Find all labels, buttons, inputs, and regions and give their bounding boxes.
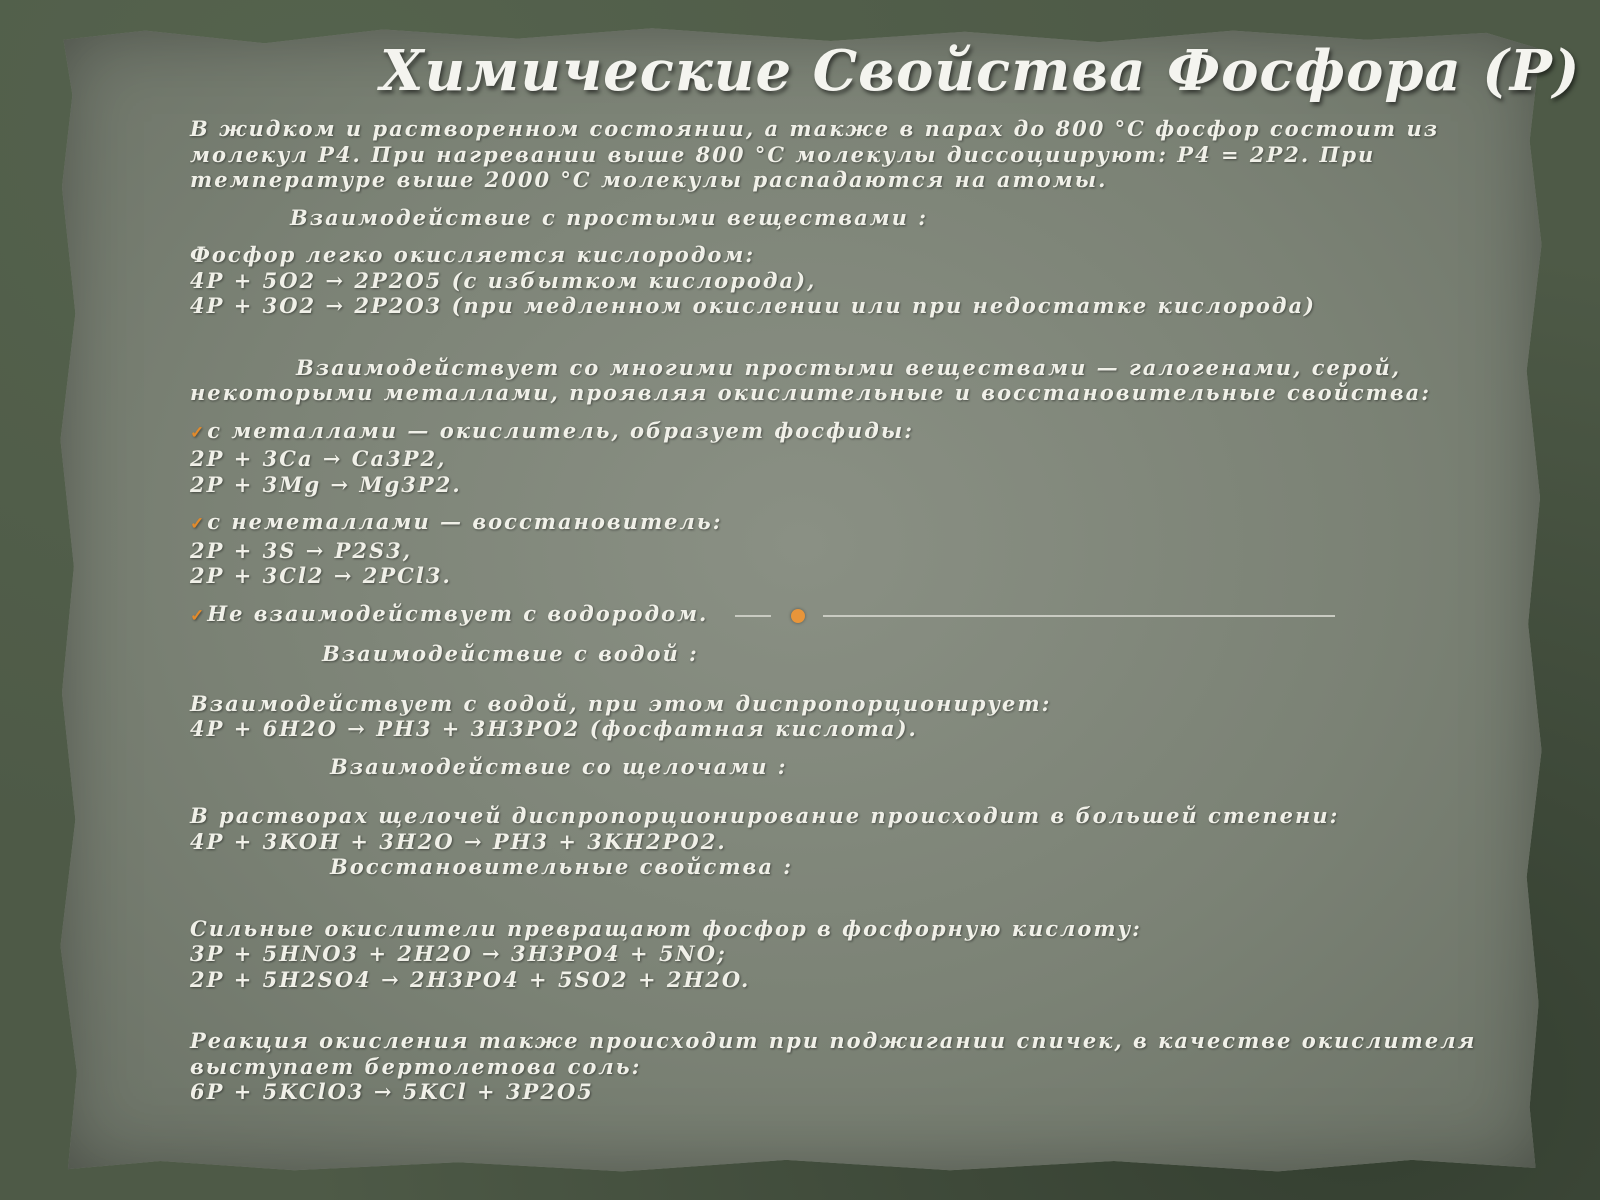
reducing-paragraph — [190, 916, 1530, 993]
oxygen-paragraph — [190, 242, 1530, 319]
many-line: Взаимодействует со многими простыми веществами — галогенами, серой, — [296, 354, 1402, 380]
hydrogen-text: Не взаимодействует с водородом. — [207, 600, 709, 626]
section-heading-alkali: Взаимодействие со щелочами : — [330, 753, 788, 779]
matches-line: Реакция окисления также происходит при поджигании спичек, в качестве окислителя — [190, 1028, 1477, 1053]
metals-line: 2P + 3Mg → Mg3P2. — [190, 471, 462, 497]
intro-line: В жидком и растворенном состоянии, а также в парах до 800 °C фосфор состоит из — [190, 116, 1440, 141]
hydrogen-line — [190, 601, 1530, 630]
reducing-line: Сильные окислители превращают фосфор в фосфорную кислоту: — [190, 915, 1142, 941]
reducing-line: 2P + 5H2SO4 → 2H3PO4 + 5SO2 + 2H2O. — [190, 966, 751, 992]
nonmetals-line — [190, 509, 1530, 538]
section-heading-simple: Взаимодействие с простыми веществами : — [290, 204, 928, 230]
nonmetals-heading: с неметаллами — восстановитель: — [207, 509, 723, 534]
slide-content — [190, 116, 1530, 1117]
oxygen-line: 4P + 5O2 → 2P2O5 (с избытком кислорода), — [190, 267, 817, 293]
oxygen-line: Фосфор легко окисляется кислородом: — [190, 242, 756, 267]
intro-line: молекул P4. При нагревании выше 800 °C молекулы диссоциируют: P4 = 2P2. При — [190, 141, 1376, 167]
section-heading-reducing: Восстановительные свойства : — [330, 854, 794, 879]
checkmark-icon: ✓ — [190, 605, 207, 626]
intro-line: температуре выше 2000 °C молекулы распадаются на атомы. — [190, 167, 1108, 192]
spacer — [190, 331, 1530, 355]
slide-title: Химические Свойства Фосфора (Р) — [380, 38, 1581, 104]
matches-line: выступает бертолетова соль: — [190, 1053, 642, 1079]
nonmetals-line: 2P + 3S → P2S3, — [190, 537, 413, 563]
metals-paragraph — [190, 418, 1530, 498]
many-substances-paragraph — [190, 355, 1530, 406]
checkmark-icon: ✓ — [190, 422, 207, 443]
alkali-line: 4Р + 3KOH + 3H2O → PH3 + 3KH2PO2. — [190, 828, 727, 854]
spacer — [190, 1004, 1530, 1028]
matches-line: 6P + 5KClO3 → 5KCl + 3P2O5 — [190, 1079, 594, 1104]
nonmetals-paragraph — [190, 509, 1530, 589]
water-line: 4Р + 6H2O → PH3 + 3H3PO2 (фосфатная кислота). — [190, 716, 918, 741]
spacer — [190, 667, 1530, 691]
alkali-paragraph — [190, 803, 1530, 880]
water-line: Взаимодействует с водой, при этом диспропорционирует: — [190, 690, 1052, 716]
metals-line: 2P + 3Ca → Ca3P2, — [190, 446, 447, 471]
metals-heading: с металлами — окислитель, образует фосфиды: — [207, 417, 915, 443]
checkmark-icon: ✓ — [190, 514, 207, 534]
reducing-line: 3P + 5HNO3 + 2H2O → 3H3PO4 + 5NO; — [190, 941, 727, 966]
spacer — [190, 892, 1530, 916]
nonmetals-line: 2P + 3Cl2 → 2PCl3. — [190, 563, 452, 588]
alkali-line: В растворах щелочей диспропорционирование происходит в большей степени: — [190, 803, 1340, 828]
oxygen-line: 4P + 3O2 → 2P2O3 (при медленном окислении или при недостатке кислорода) — [190, 293, 1316, 318]
intro-paragraph — [190, 116, 1530, 193]
hydrogen-paragraph — [190, 601, 1530, 630]
spacer — [190, 779, 1530, 803]
metals-line — [190, 418, 1530, 447]
water-paragraph — [190, 691, 1530, 742]
matches-paragraph — [190, 1028, 1530, 1105]
section-heading-water: Взаимодействие с водой : — [322, 641, 699, 666]
many-line: некоторыми металлами, проявляя окислительные и восстановительные свойства: — [190, 380, 1432, 405]
